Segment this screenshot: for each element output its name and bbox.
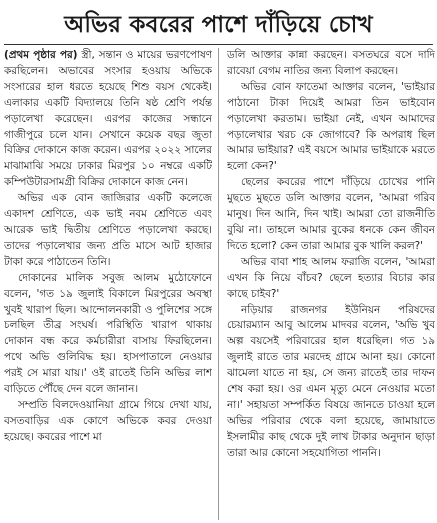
- body-paragraph: অভির এক বোন জাজিরার একটি কলেজে একাদশ শ্রেণিতে, এক ভাই নবম শ্রেণিতে এবং আরেক ভাই দ্বিতীয় শ্রেণিতে পড়ালেখা করছে। তাদের পড়ালেখার জন্য প্রতি মাসে আট হাজার টাকা করে পাঠাতেন তিনি।: [4, 192, 212, 268]
- headline-rule: [4, 44, 433, 45]
- body-paragraph: ডলি আক্তার কান্না করছেন। বসতঘরে বসে দাদি রাবেয়া বেগম নাতির জন্য বিলাপ করছেন।: [227, 49, 435, 77]
- body-paragraph: সম্প্রতি বিলদেওয়ানিয়া গ্রামে গিয়ে দেখা যায়, বসতবাড়ির এক কোণে অভিকে কবর দেওয়া হয়েছে। কবরের পাশে মা: [4, 398, 212, 443]
- body-paragraph: অভির বোন ফাতেমা আক্তার বলেন, 'ভাইয়ার পাঠানো টাকা দিয়েই আমরা তিন ভাইবোন পড়ালেখা করতাম। ভাইয়া নেই, এখন আমাদের পড়ালেখার খরচ কে জোগাবে? কি অপরাধ ছিল আমার ভাইয়ার? এই বয়সে আমার ভাইয়াকে মরতে হলো কেন?': [227, 80, 435, 173]
- column-divider: [218, 48, 219, 520]
- previous-article-strip: [0, 0, 437, 4]
- left-column: [4, 48, 212, 520]
- body-paragraph: [4, 48, 212, 191]
- body-paragraph: নড়িয়ার রাজনগর ইউনিয়ন পরিষদের চেয়ারম্যান আবু আলেম মাদবর বলেন, 'অভি খুব অল্প বয়সেই পরিবারের হাল ধরেছিল। গত ১৯ জুলাই রাতে তার মরদেহ গ্রামে আনা হয়। কোনো ঝামেলা যাতে না হয়, সে জন্য রাতেই তার দাফন শেষ করা হয়। ওর এমন মৃত্যু মেনে নেওয়ার মতো না।' সহায়তা সম্পর্কিত বিষয়ে জানতে চাওয়া হলে অভির পরিবার থেকে বলা হয়েছে, জামায়াতে ইসলামীর কাছ থেকে দুই লাখ টাকার অনুদান ছাড়া তারা আর কোনো সহযোগিতা পাননি।: [227, 303, 435, 459]
- body-paragraph: অভির বাবা শাহ আলম ফরাজি বলেন, 'আমরা এখন কি নিয়ে বাঁচব? ছেলে হত্যার বিচার কার কাছে চাইব?': [227, 255, 435, 300]
- body-paragraph: দোকানের মালিক সবুজ আলম মুঠোফোনে বলেন, 'গত ১৯ জুলাই বিকালে মিরপুরের অবস্থা খুবই খারাপ ছিল। আন্দোলনকারী ও পুলিশের সঙ্গে চলছিল তীব্র সংঘর্ষ। পরিস্থিতি খারাপ থাকায় দোকান বন্ধ করে কর্মচারীরা বাসায় ফিরছিলেন। পথে অভি গুলিবিদ্ধ হয়। হাসপাতালে নেওয়ার পরই সে মারা যায়।' ওই রাতেই তিনি অভির লাশ বাড়িতে পৌঁছে দেন বলে জানান।: [4, 271, 212, 396]
- paragraph-text: স্ত্রী, সন্তান ও মায়ের ভরণপোষণ করছিলেন। অভাবের সংসার হওয়ায় অভিকে সংসারের হাল ধরতে হয়েছে শিশু বয়স থেকেই। এলাকার একটি বিদ্যালয়ে তিনি ষষ্ঠ শ্রেণি পর্যন্ত পড়ালেখা করেছেন। এরপর কাজের সন্ধানে গাজীপুরে চলে যান। সেখানে কয়েক বছর জুতা বিক্রির দোকানে কাজ করেন। এরপর ২০২২ সালের মাঝামাঝি সময়ে ঢাকার মিরপুর ১০ নম্বরে একটি কম্পিউটারসামগ্রী বিক্রির দোকানে কাজ নেন।: [4, 49, 212, 189]
- body-paragraph: ছেলের কবরের পাশে দাঁড়িয়ে চোখের পানি মুছতে মুছতে ডলি আক্তার বলেন, 'আমরা গরিব মানুষ। দিন আনি, দিন খাই। আমরা তো রাজনীতি বুঝি না। তাহলে আমার বুকের ধনকে কেন জীবন দিতে হলো? কেন তারা আমার বুক খালি করল?': [227, 176, 435, 252]
- right-column: [227, 48, 435, 520]
- continuation-kicker: (প্রথম পৃষ্ঠার পর): [4, 49, 78, 61]
- headline: অভির কবরের পাশে দাঁড়িয়ে চোখ: [64, 12, 373, 38]
